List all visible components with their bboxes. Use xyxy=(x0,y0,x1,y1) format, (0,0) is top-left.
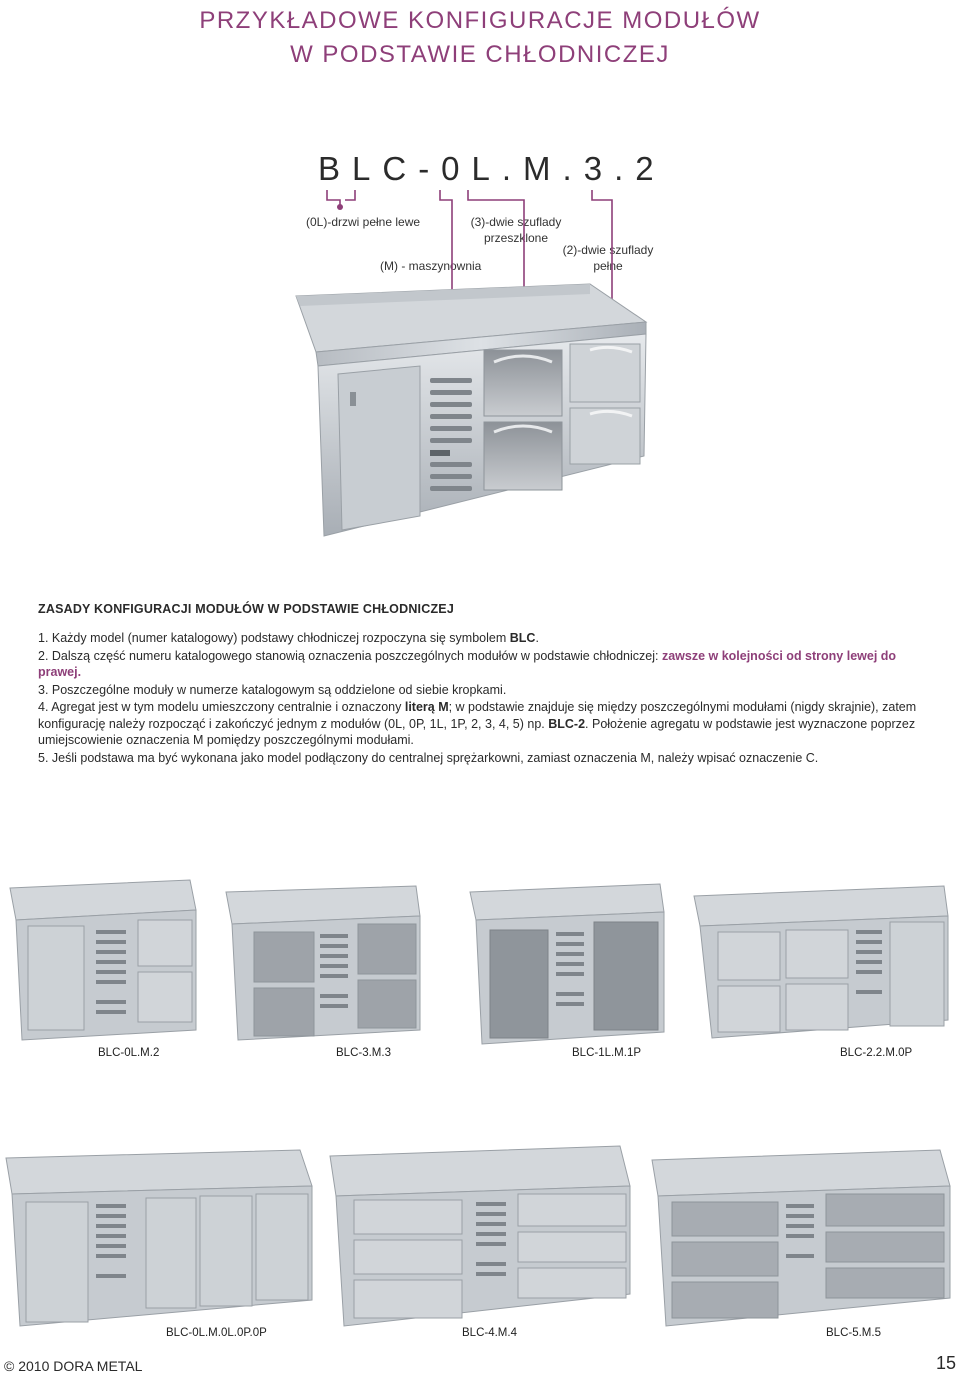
legend-drzwi: (0L)-drzwi pełne lewe xyxy=(306,215,421,229)
rule-1-end: . xyxy=(535,631,539,645)
caption-6: BLC-4.M.4 xyxy=(462,1327,517,1339)
rule-5: 5. Jeśli podstawa ma być wykonana jako model podłączony do centralnej sprężarkowni, zamiast oznaczenia M, należy wpisać oznaczenie C. xyxy=(38,750,819,765)
caption-2: BLC-3.M.3 xyxy=(336,1047,391,1059)
caption-4: BLC-2.2.M.0P xyxy=(840,1047,913,1059)
rule-1 xyxy=(38,630,938,647)
legend-szuflady-2-line2: pełne xyxy=(593,259,623,273)
main-unit xyxy=(296,284,646,536)
caption-5: BLC-0L.M.0L.0P.0P xyxy=(166,1327,267,1339)
title-line-2: W PODSTAWIE CHŁODNICZEJ xyxy=(290,41,670,68)
units-row-2 xyxy=(0,1130,960,1330)
rule-4 xyxy=(38,699,938,749)
units-row-1 xyxy=(0,860,960,1050)
rules-list xyxy=(38,630,938,767)
rule-2-end: . xyxy=(77,665,82,679)
footer-copyright: © 2010 DORA METAL xyxy=(4,1358,143,1374)
unit-blc-0l-m-0l-0p-0p xyxy=(6,1150,312,1326)
rule-4-bold: literą M xyxy=(404,700,449,714)
legend-szuflady-3-line1: (3)-dwie szuflady xyxy=(470,215,562,229)
rule-4-text: 4. Agregat jest w tym modelu umieszczony centralnie i oznaczony xyxy=(38,700,405,714)
unit-blc-3-m-3 xyxy=(226,886,420,1040)
rule-2 xyxy=(38,648,938,681)
rule-2-text: 2. Dalszą część numeru katalogowego stanowią oznaczenia poszczególnych modułów w podstawie chłodniczej: xyxy=(38,648,662,663)
rule-1-bold: BLC xyxy=(509,631,536,645)
unit-blc-0l-m-2 xyxy=(10,880,196,1040)
model-code: BLC-0L.M.3.2 xyxy=(318,150,666,187)
page-number: 15 xyxy=(935,1353,956,1373)
unit-blc-2-2-m-0p xyxy=(694,886,948,1038)
rule-4-mid: ; w podstawie znajduje się między poszczególnymi modułami (nigdy skrajnie), zatem konfigurację należy rozpocząć i zakończyć jednym z modułów (0L, 0P, 1L, 1P, 2, 3, 4, 5) np. xyxy=(38,700,917,731)
legend-szuflady-2-line1: (2)-dwie szuflady xyxy=(562,243,654,257)
unit-blc-4-m-4 xyxy=(330,1146,630,1326)
rule-4-end: . Położenie agregatu w podstawie jest wyznaczone poprzez umiejscowienie oznaczenia M pomiędzy poszczególnymi modułami. xyxy=(38,716,916,747)
caption-3: BLC-1L.M.1P xyxy=(572,1047,642,1059)
rule-2-highlight: zawsze w kolejności od strony lewej do prawej xyxy=(38,648,897,679)
main-unit-diagram xyxy=(0,0,960,600)
legend-szuflady-3-line2: przeszklone xyxy=(483,231,549,245)
caption-7: BLC-5.M.5 xyxy=(826,1327,881,1339)
unit-blc-5-m-5 xyxy=(652,1150,950,1326)
rule-3: 3. Poszczególne moduły w numerze katalogowym są oddzielone od siebie kropkami. xyxy=(38,682,507,697)
rules-heading: ZASADY KONFIGURACJI MODUŁÓW W PODSTAWIE CHŁODNICZEJ xyxy=(38,602,454,616)
legend-maszynownia: (M) - maszynownia xyxy=(380,259,482,273)
rule-1-text: 1. Każdy model (numer katalogowy) podstawy chłodniczej rozpoczyna się symbolem xyxy=(38,631,510,645)
rule-4-bold2: BLC-2 xyxy=(548,716,586,731)
caption-1: BLC-0L.M.2 xyxy=(98,1047,160,1059)
title-line-1: PRZYKŁADOWE KONFIGURACJE MODUŁÓW xyxy=(199,7,761,34)
unit-blc-1l-m-1p xyxy=(470,884,664,1044)
